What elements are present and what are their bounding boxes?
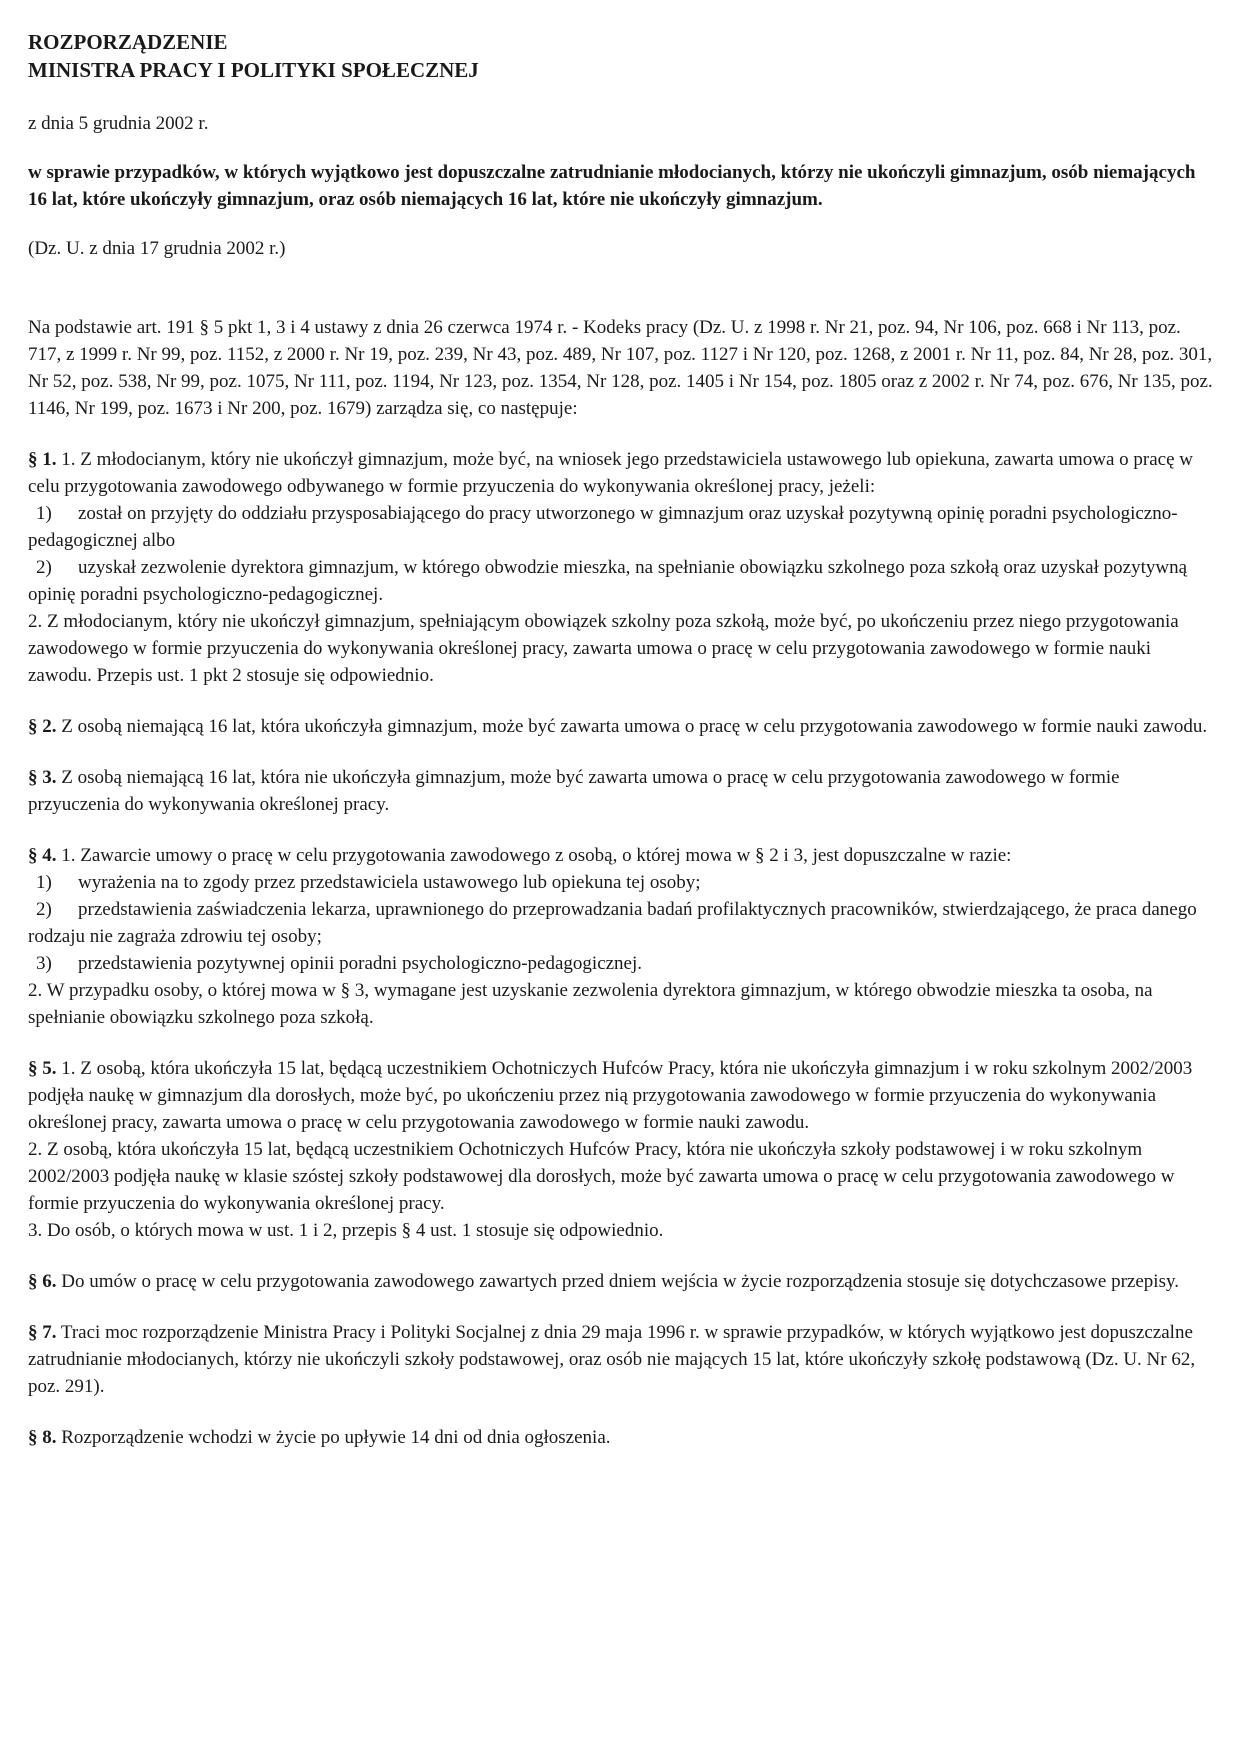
section-4-paragraph-2: 2. W przypadku osoby, o której mowa w § 3, wymagane jest uzyskanie zezwolenia dyrektora gimnazjum, w którego obwodzie mieszka ta osoba, na spełnianie obowiązku szkolnego poza szkołą. [28, 980, 1153, 1028]
section-4-paragraph-1: 1. Zawarcie umowy o pracę w celu przygotowania zawodowego z osobą, o której mowa w § 2 i 3, jest dopuszczalne w razie: [56, 845, 1012, 866]
document-page [28, 28, 1216, 1451]
section-2 [28, 713, 1216, 740]
section-2-text: Z osobą niemającą 16 lat, która ukończyła gimnazjum, może być zawarta umowa o pracę w celu przygotowania zawodowego w formie nauki zawodu. [56, 716, 1208, 737]
document-subject: w sprawie przypadków, w których wyjątkowo jest dopuszczalne zatrudnianie młodocianych, którzy nie ukończyli gimnazjum, osób niemających 16 lat, które ukończyły gimnazjum, oraz osób niemających 16 lat, które nie ukończyły gimnazjum. [28, 162, 1196, 210]
preamble: Na podstawie art. 191 § 5 pkt 1, 3 i 4 ustawy z dnia 26 czerwca 1974 r. - Kodeks pracy (Dz. U. z 1998 r. Nr 21, poz. 94, Nr 106, poz. 668 i Nr 113, poz. 717, z 1999 r. Nr 99, poz. 1152, z 2000 r. Nr 19, poz. 239, Nr 43, poz. 489, Nr 107, poz. 1127 i Nr 120, poz. 1268, z 2001 r. Nr 11, poz. 84, Nr 28, poz. 301, Nr 52, poz. 538, Nr 99, poz. 1075, Nr 111, poz. 1194, Nr 123, poz. 1354, Nr 128, poz. 1405 i Nr 154, poz. 1805 oraz z 2002 r. Nr 74, poz. 676, Nr 135, poz. 1146, Nr 199, poz. 1673 i Nr 200, poz. 1679) zarządza się, co następuje: [28, 317, 1213, 419]
item-text: został on przyjęty do oddziału przysposabiającego do pracy utworzonego w gimnazjum oraz uzyskał pozytywną opinię poradni psychologiczno-pedagogicznej albo [28, 503, 1178, 551]
document-date: z dnia 5 grudnia 2002 r. [28, 113, 209, 134]
item-text: przedstawienia pozytywnej opinii poradni psychologiczno-pedagogicznej. [78, 953, 643, 974]
section-1-paragraph-2: 2. Z młodocianym, który nie ukończył gimnazjum, spełniającym obowiązek szkolny poza szkołą, może być, po ukończeniu przez niego przygotowania zawodowego w formie przyuczenia do wykonywania określonej pracy, zawarta umowa o pracę w celu przygotowania zawodowego w formie nauki zawodu. Przepis ust. 1 pkt 2 stosuje się odpowiednio. [28, 611, 1179, 686]
section-4-item-3 [28, 950, 1216, 977]
section-5 [28, 1055, 1216, 1244]
section-5-paragraph-3: 3. Do osób, o których mowa w ust. 1 i 2, przepis § 4 ust. 1 stosuje się odpowiednio. [28, 1220, 664, 1241]
section-1 [28, 446, 1216, 689]
section-4-item-2 [28, 896, 1216, 950]
section-8 [28, 1424, 1216, 1451]
section-6 [28, 1268, 1216, 1295]
item-number: 2) [36, 557, 52, 578]
section-7 [28, 1319, 1216, 1400]
section-7-text: Traci moc rozporządzenie Ministra Pracy i Polityki Socjalnej z dnia 29 maja 1996 r. w sprawie przypadków, w których wyjątkowo jest dopuszczalne zatrudnianie młodocianych, którzy nie ukończyli szkoły podstawowej, oraz osób nie mających 15 lat, które ukończyły szkołę podstawową (Dz. U. Nr 62, poz. 291). [28, 1322, 1196, 1397]
item-text: przedstawienia zaświadczenia lekarza, uprawnionego do przeprowadzania badań profilaktycznych pracowników, stwierdzającego, że praca danego rodzaju nie zagraża zdrowiu tej osoby; [28, 899, 1197, 947]
document-title [28, 28, 1216, 84]
section-1-paragraph-1: 1. Z młodocianym, który nie ukończył gimnazjum, może być, na wniosek jego przedstawiciela ustawowego lub opiekuna, zawarta umowa o pracę w celu przygotowania zawodowego odbywanego w formie przyuczenia do wykonywania określonej pracy, jeżeli: [28, 449, 1193, 497]
item-number: 2) [36, 899, 52, 920]
item-number: 3) [36, 953, 52, 974]
item-number: 1) [36, 503, 52, 524]
section-7-number: § 7. [28, 1322, 57, 1343]
section-1-item-2 [28, 554, 1216, 608]
section-5-number: § 5. [28, 1058, 57, 1079]
section-2-number: § 2. [28, 716, 57, 737]
item-text: wyrażenia na to zgody przez przedstawiciela ustawowego lub opiekuna tej osoby; [78, 872, 701, 893]
section-5-paragraph-1: 1. Z osobą, która ukończyła 15 lat, będącą uczestnikiem Ochotniczych Hufców Pracy, która nie ukończyła gimnazjum i w roku szkolnym 2002/2003 podjęła naukę w gimnazjum dla dorosłych, może być, po ukończeniu przez nią przygotowania zawodowego w formie przyuczenia do wykonywania określonej pracy, zawarta umowa o pracę w celu przygotowania zawodowego w formie nauki zawodu. [28, 1058, 1193, 1133]
section-4-number: § 4. [28, 845, 57, 866]
section-6-text: Do umów o pracę w celu przygotowania zawodowego zawartych przed dniem wejścia w życie rozporządzenia stosuje się dotychczasowe przepisy. [56, 1271, 1179, 1292]
section-8-number: § 8. [28, 1427, 57, 1448]
section-5-paragraph-2: 2. Z osobą, która ukończyła 15 lat, będącą uczestnikiem Ochotniczych Hufców Pracy, która nie ukończyła szkoły podstawowej i w roku szkolnym 2002/2003 podjęła naukę w klasie szóstej szkoły podstawowej dla dorosłych, może być zawarta umowa o pracę w celu przygotowania zawodowego w formie przyuczenia do wykonywania określonej pracy. [28, 1139, 1175, 1214]
section-4 [28, 842, 1216, 1031]
section-3-number: § 3. [28, 767, 57, 788]
section-3 [28, 764, 1216, 818]
item-number: 1) [36, 872, 52, 893]
section-3-text: Z osobą niemającą 16 lat, która nie ukończyła gimnazjum, może być zawarta umowa o pracę w celu przygotowania zawodowego w formie przyuczenia do wykonywania określonej pracy. [28, 767, 1120, 815]
section-4-item-1 [28, 869, 1216, 896]
section-1-number: § 1. [28, 449, 57, 470]
section-6-number: § 6. [28, 1271, 57, 1292]
journal-reference: (Dz. U. z dnia 17 grudnia 2002 r.) [28, 238, 286, 259]
title-line-2: MINISTRA PRACY I POLITYKI SPOŁECZNEJ [28, 58, 479, 82]
item-text: uzyskał zezwolenie dyrektora gimnazjum, w którego obwodzie mieszka, na spełnianie obowiązku szkolnego poza szkołą oraz uzyskał pozytywną opinię poradni psychologiczno-pedagogicznej. [28, 557, 1188, 605]
section-8-text: Rozporządzenie wchodzi w życie po upływie 14 dni od dnia ogłoszenia. [56, 1427, 611, 1448]
title-line-1: ROZPORZĄDZENIE [28, 30, 228, 54]
section-1-item-1 [28, 500, 1216, 554]
